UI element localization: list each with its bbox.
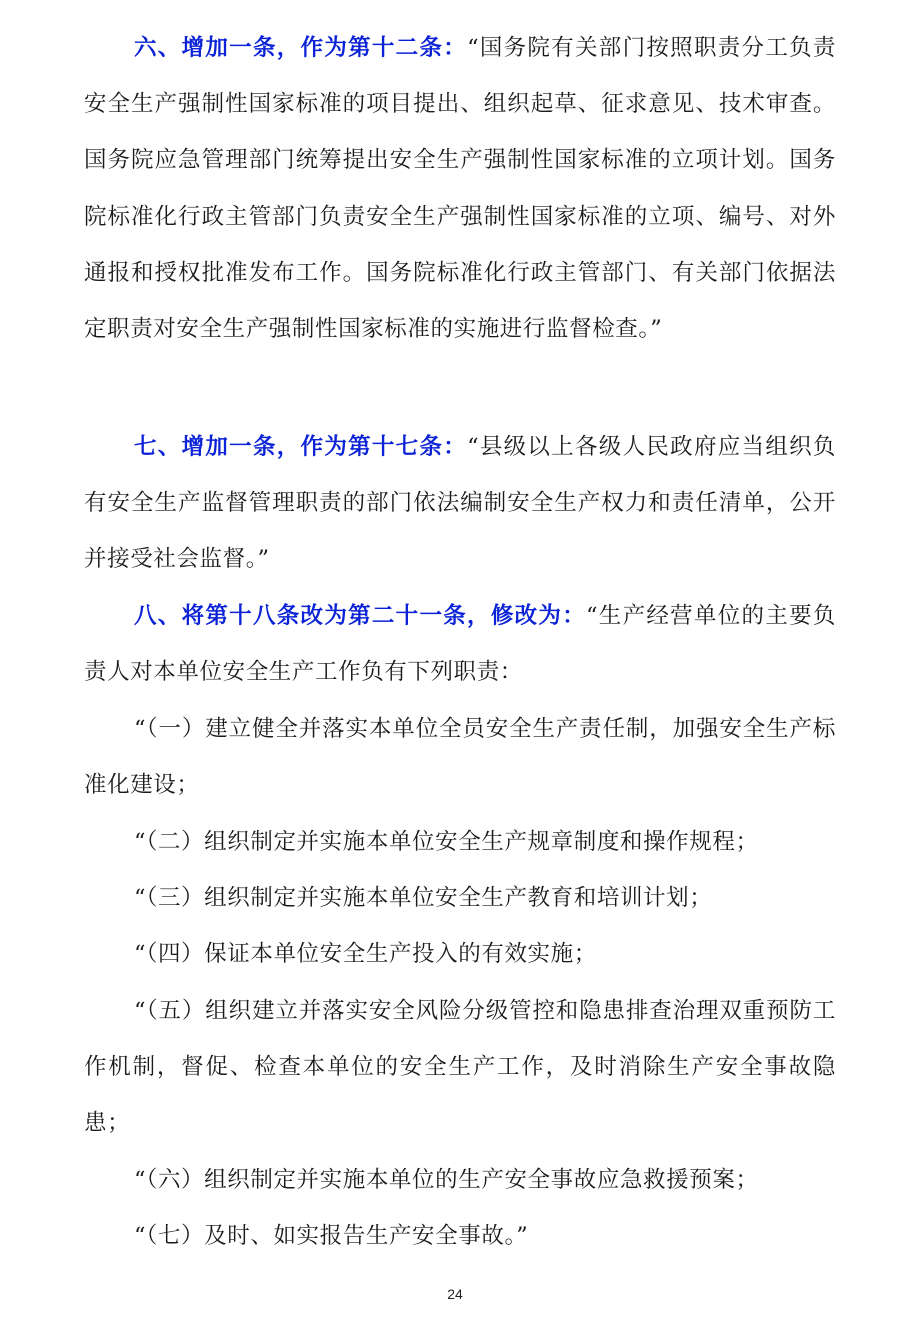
list-item: “（七）及时、如实报告生产安全事故。”	[134, 1223, 529, 1249]
paragraph-text: “县级以上各级人民政府应当组织负有安全生产监督管理职责的部门依法编制安全生产权力和责任清单，公开并接受社会监督。”	[84, 434, 837, 573]
paragraph-article-12	[84, 20, 836, 357]
list-item: “（二）组织制定并实施本单位安全生产规章制度和操作规程；	[134, 829, 759, 855]
paragraph-article-17	[84, 419, 836, 588]
list-item: “（一）建立健全并落实本单位全员安全生产责任制，加强安全生产标准化建设；	[84, 716, 836, 799]
list-item: “（五）组织建立并落实安全风险分级管控和隐患排查治理双重预防工作机制，督促、检查本单位的安全生产工作，及时消除生产安全事故隐患；	[84, 998, 836, 1137]
paragraph-article-21	[84, 588, 836, 700]
list-item: “（六）组织制定并实施本单位的生产安全事故应急救援预案；	[134, 1167, 759, 1193]
paragraph-text: “生产经营单位的主要负责人对本单位安全生产工作负有下列职责：	[84, 603, 836, 686]
paragraph-text: “国务院有关部门按照职责分工负责安全生产强制性国家标准的项目提出、组织起草、征求意见、技术审查。国务院应急管理部门统筹提出安全生产强制性国家标准的立项计划。国务院标准化行政主管部门负责安全生产强制性国家标准的立项、编号、对外通报和授权批准发布工作。国务院标准化行政主管部门、有关部门依据法定职责对安全生产强制性国家标准的实施进行监督检查。”	[84, 35, 837, 343]
list-item: “（四）保证本单位安全生产投入的有效实施；	[134, 941, 597, 967]
page-number: 24	[447, 1286, 463, 1302]
list-item: “（三）组织制定并实施本单位安全生产教育和培训计划；	[134, 885, 713, 911]
paragraph-lead: 七、增加一条，作为第十七条：	[134, 434, 468, 460]
paragraph-lead: 六、增加一条，作为第十二条：	[134, 35, 468, 61]
paragraph-lead: 八、将第十八条改为第二十一条，修改为：	[134, 603, 586, 629]
